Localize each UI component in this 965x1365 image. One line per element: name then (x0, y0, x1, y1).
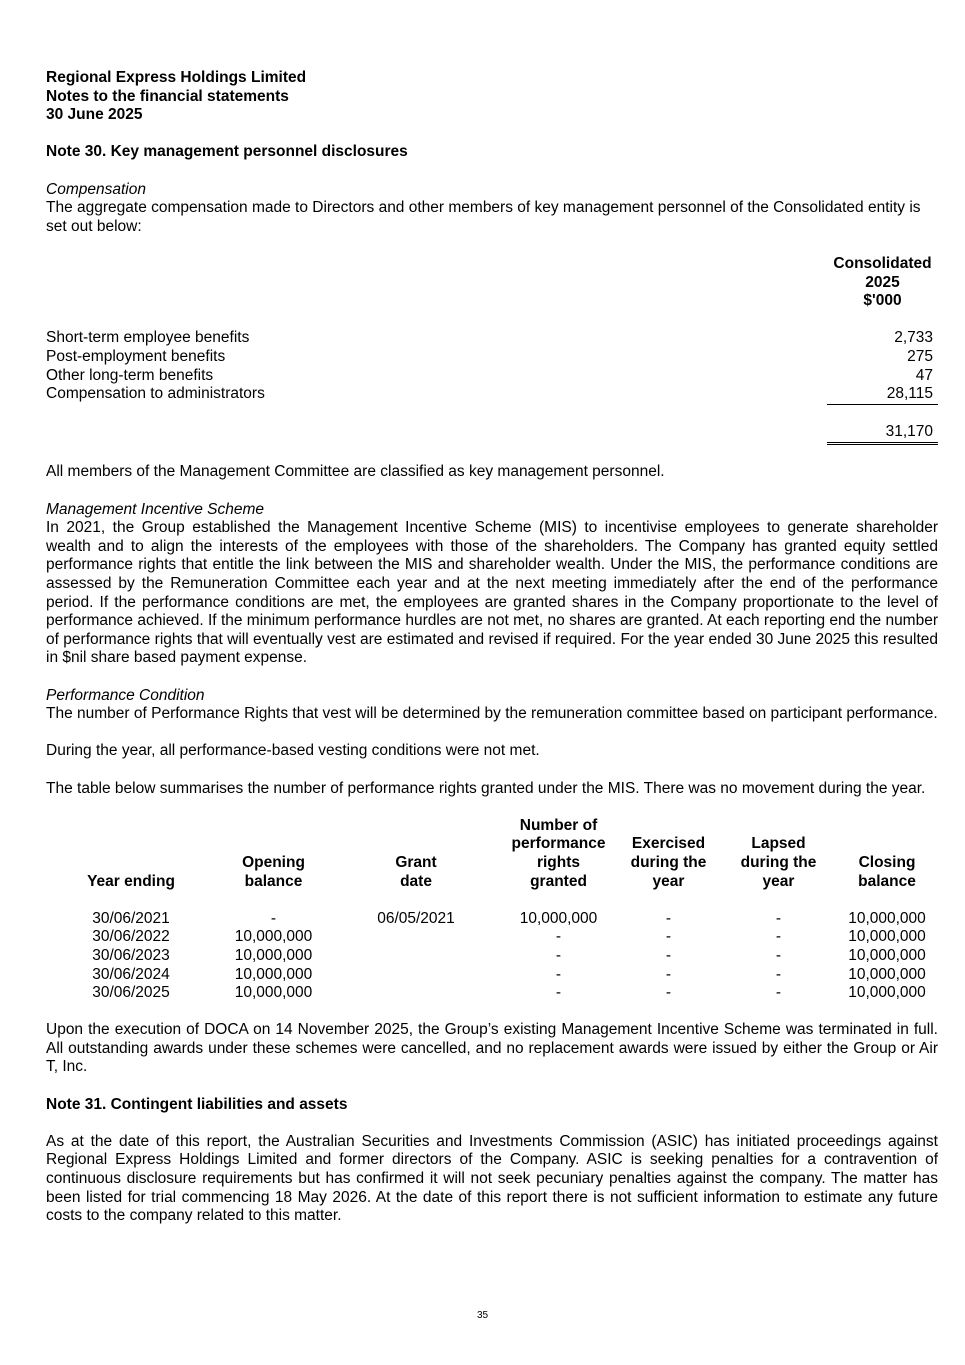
header-grant-date: Grant date (395, 853, 437, 890)
table-row (46, 910, 938, 929)
cell: - (775, 984, 782, 1002)
mis-header-row (46, 817, 938, 891)
cell: 10,000,000 (848, 946, 926, 964)
cell: - (665, 909, 672, 927)
document-title: Notes to the financial statements (46, 87, 289, 105)
note31-heading: Note 31. Contingent liabilities and assets (46, 1095, 348, 1113)
report-date: 30 June 2025 (46, 106, 143, 124)
row-value: 28,115 (827, 385, 938, 404)
header-exercised: Exercised during the year (630, 835, 707, 890)
row-label: Post-employment benefits (46, 347, 226, 365)
company-name: Regional Express Holdings Limited (46, 69, 307, 86)
row-label: Compensation to administrators (46, 385, 265, 403)
mis-heading: Management Incentive Scheme (46, 500, 264, 518)
table-row (46, 348, 938, 367)
compensation-text: The aggregate compensation made to Directors and other members of key management personnel of the Consolidated entity is set out below: (46, 199, 921, 235)
committee-text: All members of the Management Committee are classified as key management personnel. (46, 463, 665, 481)
cell: - (775, 928, 782, 946)
cell: 10,000,000 (234, 946, 313, 964)
row-value: 47 (915, 366, 933, 384)
cell: - (775, 946, 782, 964)
cell: 30/06/2023 (92, 946, 170, 964)
cell: - (775, 909, 782, 927)
cell: 10,000,000 (234, 984, 313, 1002)
cell: 10,000,000 (519, 909, 598, 927)
total-row (46, 423, 938, 443)
cell: 10,000,000 (234, 928, 313, 946)
mis-table (46, 817, 938, 1003)
cell (331, 984, 501, 1003)
col-header-unit: $'000 (863, 292, 902, 310)
table-row (46, 947, 938, 966)
table-row (46, 928, 938, 947)
table-row (46, 966, 938, 985)
cell: 10,000,000 (848, 965, 926, 983)
total-value: 31,170 (827, 423, 938, 443)
col-header-consolidated: Consolidated (833, 254, 932, 272)
cell: - (555, 946, 562, 964)
compensation-heading: Compensation (46, 180, 146, 198)
cell (331, 928, 501, 947)
cell: - (775, 965, 782, 983)
cell: - (665, 984, 672, 1002)
cell: - (555, 928, 562, 946)
col-header-year: 2025 (865, 273, 900, 291)
cell: 10,000,000 (848, 984, 926, 1002)
table-intro-text: The table below summarises the number of performance rights granted under the MIS. There was no movement during the year. (46, 779, 926, 797)
cell: 10,000,000 (848, 909, 926, 927)
row-label: Short-term employee benefits (46, 329, 250, 347)
cell: - (555, 984, 562, 1002)
cell: 10,000,000 (848, 928, 926, 946)
performance-text: The number of Performance Rights that vest will be determined by the remuneration committee based on participant performance. (46, 705, 938, 723)
row-label: Other long-term benefits (46, 366, 214, 384)
page-content (46, 69, 938, 1226)
cell: - (555, 965, 562, 983)
vesting-text: During the year, all performance-based vesting conditions were not met. (46, 742, 540, 760)
header-lapsed: Lapsed during the year (740, 835, 817, 890)
header-year-ending: Year ending (87, 872, 175, 890)
note31-text: As at the date of this report, the Australian Securities and Investments Commission (ASIC) has initiated proceedings against Regional Express Holdings Limited and former directors of the Company. ASIC is seeking penalties for a contravention of continuous disclosure requirements but has confirmed it will not seek pecuniary penalties against the company. The matter has been listed for trial commencing 18 May 2026. At the date of this report there is not sufficient information to estimate any future costs to the company related to this matter. (46, 1132, 938, 1225)
cell: - (665, 965, 672, 983)
page-number: 35 (476, 1310, 489, 1321)
performance-heading: Performance Condition (46, 686, 205, 704)
header-closing-balance: Closing balance (858, 853, 916, 890)
table-row (46, 385, 938, 404)
cell: - (665, 928, 672, 946)
cell: 06/05/2021 (377, 909, 455, 927)
row-value: 2,733 (894, 329, 933, 347)
row-value: 275 (907, 347, 933, 365)
compensation-table (46, 255, 938, 445)
cell: 30/06/2022 (92, 928, 170, 946)
table-row (46, 984, 938, 1003)
note30-heading: Note 30. Key management personnel disclosures (46, 143, 408, 161)
header-opening-balance: Opening balance (242, 853, 305, 890)
cell: - (270, 909, 277, 927)
mis-text: In 2021, the Group established the Management Incentive Scheme (MIS) to incentivise employees to generate shareholder wealth and to align the interests of the employees with those of the shareholders. The Company has granted equity settled performance rights that entitle the link between the MIS and shareholder wealth. Under the MIS, the performance conditions are assessed by the Remuneration Committee each year and at the next meeting immediately after the end of the performance period. If the performance conditions are met, the employees are granted shares in the Company proportionate to the level of performance achieved. If the minimum performance hurdles are not met, no shares are granted. At each reporting end the number of performance rights that will eventually vest are estimated and revised if required. For the year ended 30 June 2025 this resulted in $nil share based payment expense. (46, 519, 938, 667)
cell: 30/06/2024 (92, 965, 170, 983)
cell (331, 966, 501, 985)
table-row (46, 367, 938, 386)
cell: 30/06/2025 (92, 984, 170, 1002)
doca-text: Upon the execution of DOCA on 14 November 2025, the Group’s existing Management Incentive Scheme was terminated in full. All outstanding awards under these schemes were cancelled, and no replacement awards were issued by either the Group or Air T, Inc. (46, 1021, 938, 1076)
cell (331, 947, 501, 966)
cell: 10,000,000 (234, 965, 313, 983)
cell: - (665, 946, 672, 964)
header-rights-granted: Number of performance rights granted (511, 816, 606, 890)
cell: 30/06/2021 (92, 909, 170, 927)
table-row (46, 329, 938, 348)
